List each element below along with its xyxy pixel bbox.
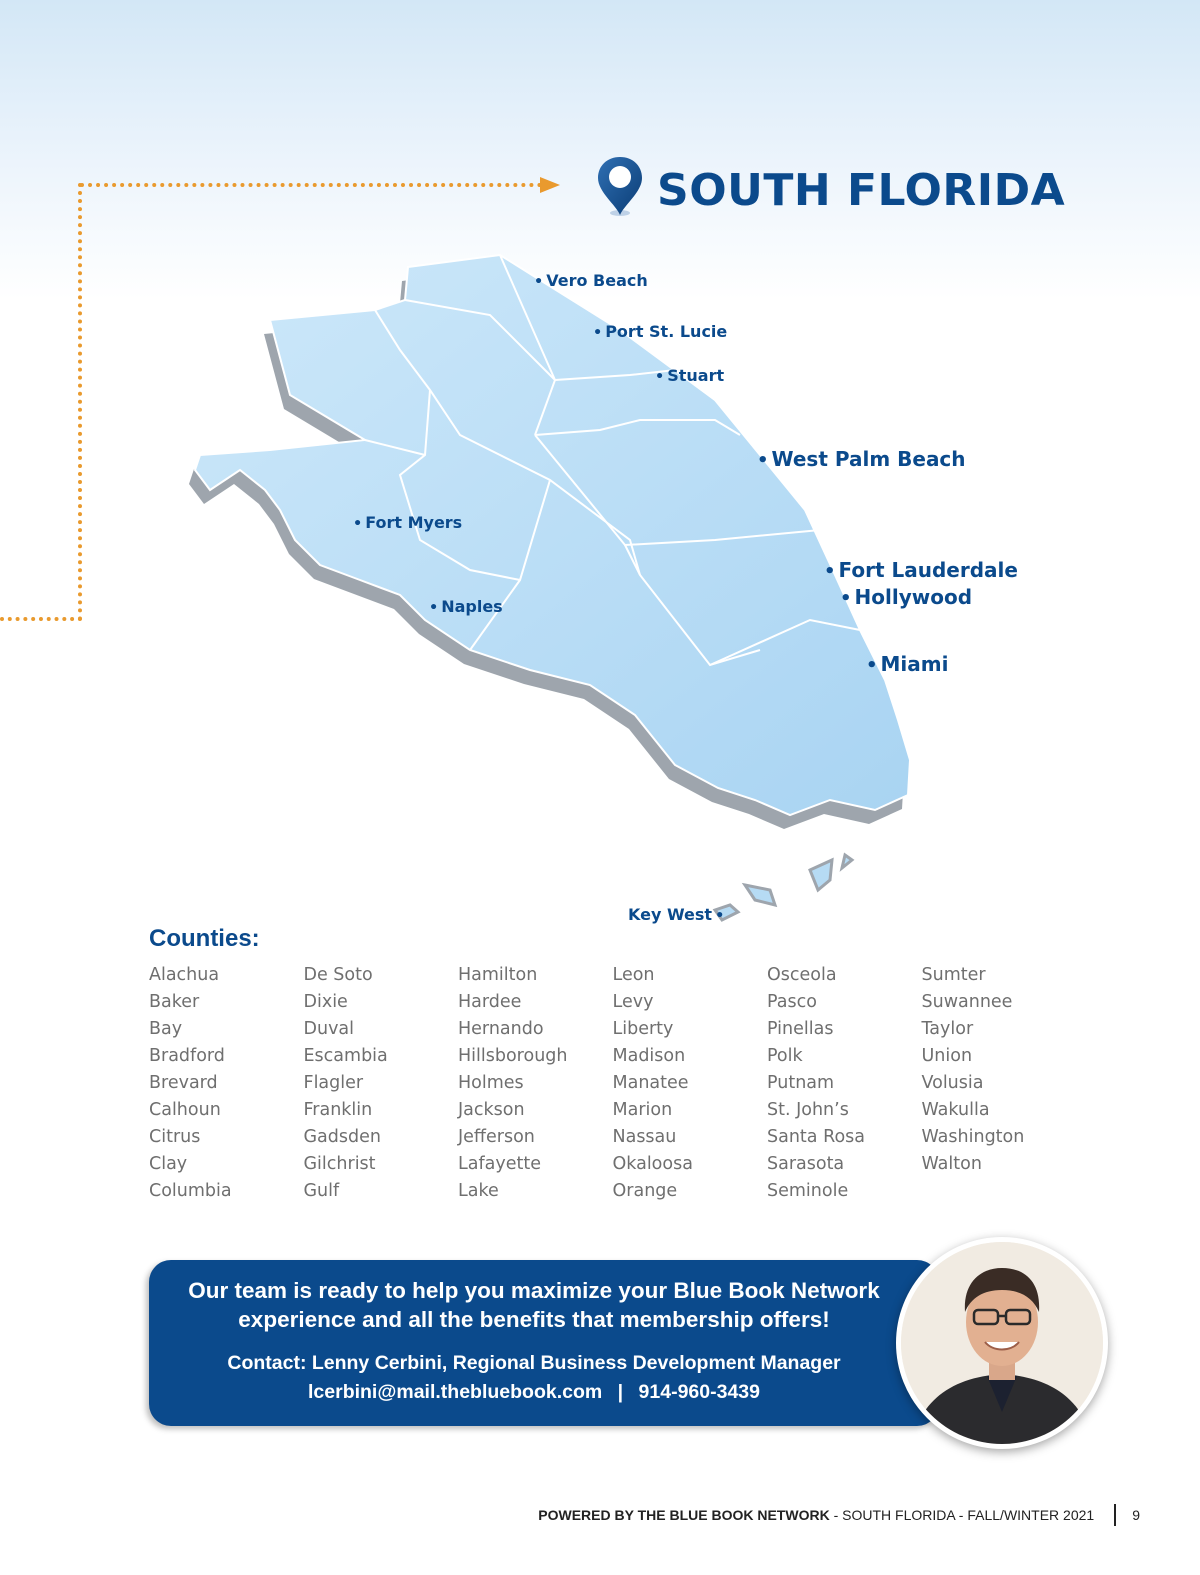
city-label-stuart: • Stuart — [655, 366, 725, 385]
county-item: Santa Rosa — [767, 1127, 865, 1147]
county-column — [922, 963, 1077, 1206]
county-item: Citrus — [149, 1127, 201, 1147]
county-item: Pasco — [767, 992, 817, 1012]
county-item: Escambia — [303, 1046, 388, 1066]
dotted-connector-horizontal — [80, 183, 542, 187]
city-label-port-st-lucie: • Port St. Lucie — [593, 322, 728, 341]
county-column — [767, 963, 922, 1206]
county-column — [149, 963, 304, 1206]
county-item: Gilchrist — [303, 1154, 376, 1174]
county-item: Franklin — [303, 1100, 373, 1120]
city-label-hollywood: • Hollywood — [840, 585, 973, 609]
county-item: Holmes — [458, 1073, 524, 1093]
map-pin-icon — [594, 155, 646, 217]
county-item: Orange — [612, 1181, 678, 1201]
county-item: Suwannee — [921, 992, 1013, 1012]
florida-keys — [715, 855, 852, 920]
city-label-vero-beach: • Vero Beach — [534, 271, 648, 290]
county-item: Hardee — [458, 992, 522, 1012]
contact-name-line: Contact: Lenny Cerbini, Regional Business Development Manager — [227, 1352, 841, 1374]
footer-edition: - SOUTH FLORIDA - FALL/WINTER 2021 — [829, 1507, 1095, 1523]
county-item: Hamilton — [458, 965, 538, 985]
county-item: Washington — [921, 1127, 1025, 1147]
counties-list — [149, 963, 1076, 1206]
county-item: Putnam — [767, 1073, 835, 1093]
county-item: Marion — [612, 1100, 673, 1120]
contact-email-link[interactable]: lcerbini@mail.thebluebook.com — [308, 1381, 603, 1403]
county-item: Walton — [921, 1154, 982, 1174]
banner-headline-line-2: experience and all the benefits that membership offers! — [238, 1307, 830, 1332]
county-item: Pinellas — [767, 1019, 834, 1039]
contact-divider: | — [617, 1381, 624, 1403]
county-item: Dixie — [303, 992, 348, 1012]
county-item: Sumter — [921, 965, 986, 985]
county-column — [304, 963, 459, 1206]
page-footer — [538, 1504, 1140, 1526]
person-photo-icon — [901, 1242, 1103, 1444]
city-label-fort-lauderdale: • Fort Lauderdale — [824, 558, 1018, 582]
city-label-fort-myers: • Fort Myers — [353, 513, 463, 532]
county-item: Levy — [612, 992, 654, 1012]
county-item: Lafayette — [458, 1154, 541, 1174]
county-item: Wakulla — [921, 1100, 990, 1120]
county-item: Duval — [303, 1019, 355, 1039]
county-item: Hillsborough — [458, 1046, 568, 1066]
county-item: Flagler — [303, 1073, 364, 1093]
county-item: De Soto — [303, 965, 373, 985]
counties-heading: Counties: — [149, 925, 260, 952]
county-item: Sarasota — [767, 1154, 845, 1174]
dotted-connector-vertical — [78, 183, 82, 621]
county-item: Leon — [612, 965, 655, 985]
page-number: 9 — [1132, 1507, 1140, 1523]
county-item: Nassau — [612, 1127, 677, 1147]
city-label-key-west: Key West • — [628, 905, 725, 924]
county-item: Osceola — [767, 965, 837, 985]
arrow-right-icon — [540, 177, 560, 193]
banner-headline-line-1: Our team is ready to help you maximize your Blue Book Network — [188, 1278, 880, 1303]
county-item: St. John’s — [767, 1100, 849, 1120]
county-item: Gadsden — [303, 1127, 381, 1147]
county-item: Alachua — [149, 965, 220, 985]
county-item: Baker — [149, 992, 200, 1012]
county-column — [458, 963, 613, 1206]
county-item: Calhoun — [149, 1100, 221, 1120]
county-item: Liberty — [612, 1019, 674, 1039]
page-title: SOUTH FLORIDA — [657, 165, 1066, 216]
dotted-connector-left — [0, 617, 82, 621]
contact-phone-link[interactable]: 914-960-3439 — [638, 1381, 760, 1403]
county-item: Bay — [149, 1019, 183, 1039]
footer-powered-by: POWERED BY THE BLUE BOOK NETWORK — [538, 1507, 830, 1523]
county-item: Lake — [458, 1181, 499, 1201]
contact-banner — [149, 1260, 939, 1426]
county-item: Jefferson — [458, 1127, 535, 1147]
city-label-west-palm-beach: • West Palm Beach — [757, 447, 966, 471]
map-landmass — [195, 255, 910, 815]
county-item: Polk — [767, 1046, 803, 1066]
county-item: Madison — [612, 1046, 686, 1066]
county-item: Columbia — [149, 1181, 232, 1201]
contact-details-line — [149, 1381, 919, 1404]
footer-divider — [1114, 1504, 1116, 1526]
county-item: Okaloosa — [612, 1154, 693, 1174]
county-item: Union — [921, 1046, 973, 1066]
county-item: Hernando — [458, 1019, 544, 1039]
county-item: Seminole — [767, 1181, 849, 1201]
county-item: Manatee — [612, 1073, 689, 1093]
county-item: Taylor — [921, 1019, 974, 1039]
county-column — [613, 963, 768, 1206]
county-item: Clay — [149, 1154, 188, 1174]
county-item: Volusia — [921, 1073, 984, 1093]
avatar — [896, 1237, 1108, 1449]
county-item: Jackson — [458, 1100, 525, 1120]
county-item: Brevard — [149, 1073, 218, 1093]
city-label-naples: • Naples — [429, 597, 503, 616]
city-label-miami: • Miami — [866, 652, 949, 676]
county-item: Gulf — [303, 1181, 340, 1201]
county-item: Bradford — [149, 1046, 225, 1066]
